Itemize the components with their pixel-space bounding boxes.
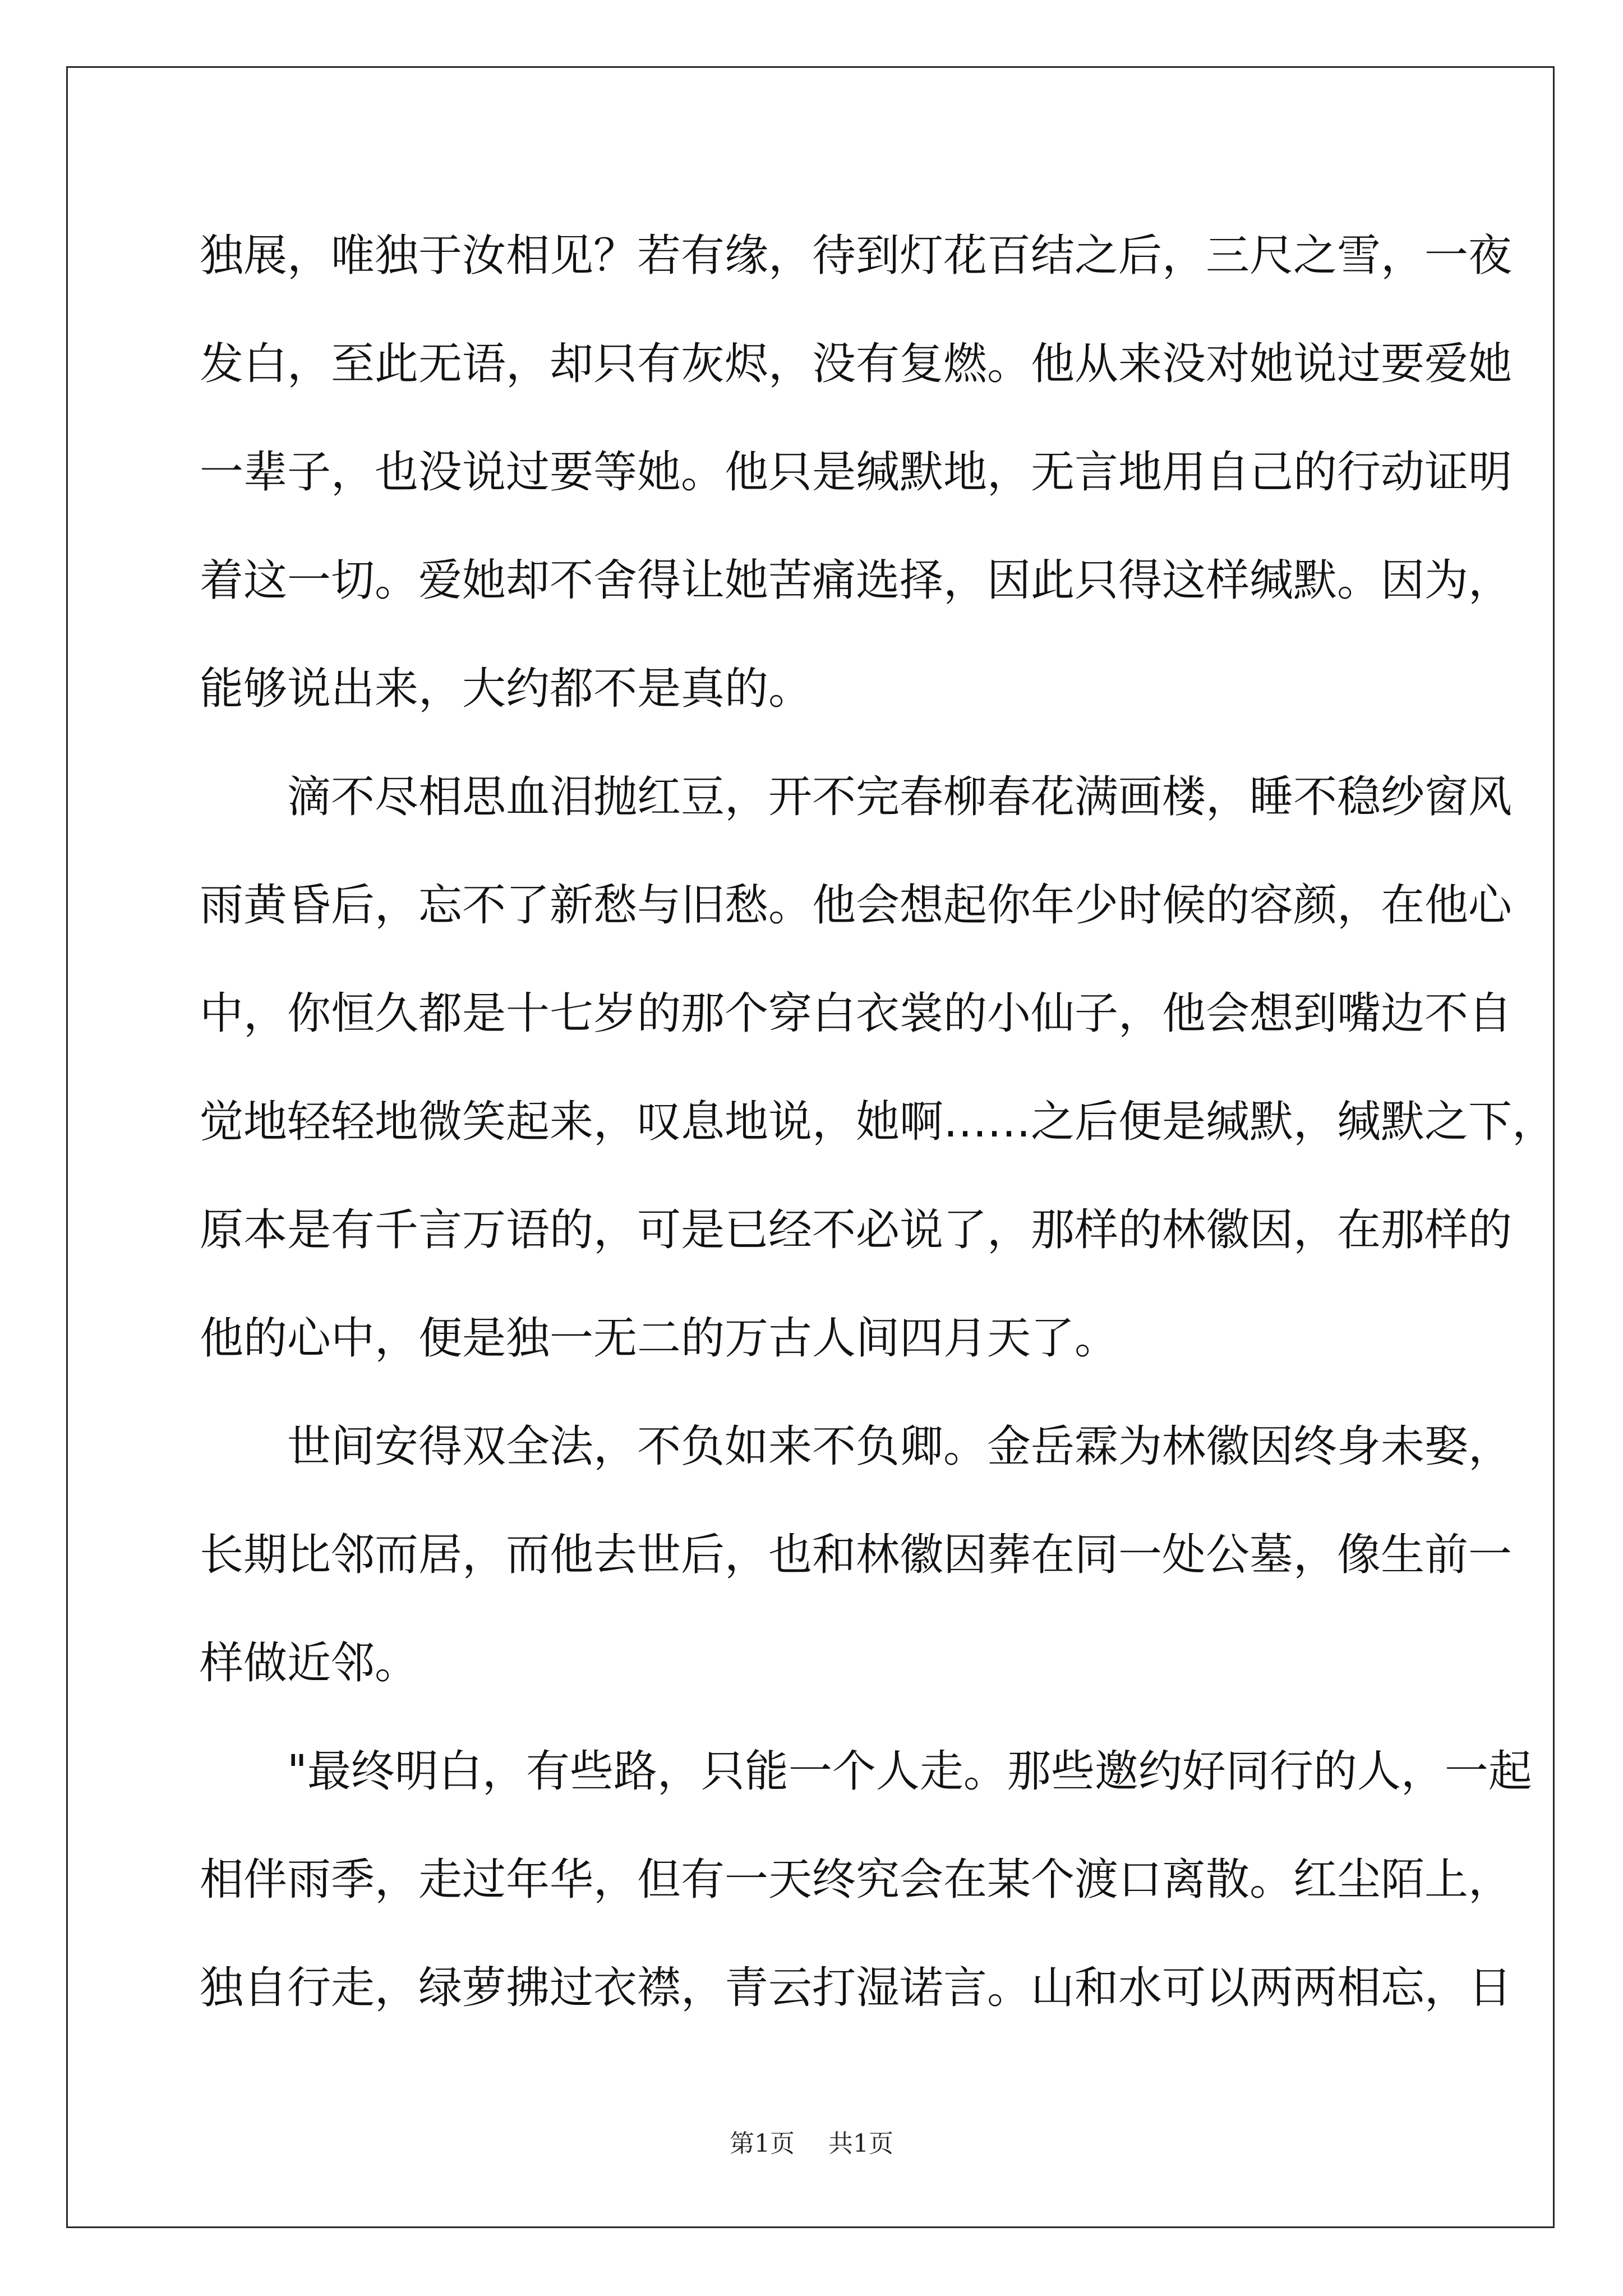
text-line: 样做近邻。: [200, 1638, 419, 1688]
text-line: 发白，至此无语，却只有灰烬，没有复燃。他从来没对她说过要爱她: [200, 339, 1513, 389]
page-footer: [0, 2123, 1623, 2159]
text-line: 滴不尽相思血泪抛红豆，开不完春柳春花满画楼，睡不稳纱窗风: [200, 772, 1513, 822]
text-line: 他的心中，便是独一无二的万古人间四月天了。: [200, 1313, 1119, 1364]
text-line: 雨黄昏后，忘不了新愁与旧愁。他会想起你年少时候的容颜，在他心: [200, 880, 1513, 931]
text-line: 世间安得双全法，不负如来不负卿。金岳霖为林徽因终身未娶，: [200, 1421, 1513, 1472]
paragraph: [200, 1393, 1513, 1718]
text-line: 能够说出来，大约都不是真的。: [200, 664, 813, 714]
text-line: 一辈子，也没说过要等她。他只是缄默地，无言地用自己的行动证明: [200, 447, 1513, 498]
paragraph: [200, 743, 1556, 1393]
text-line: 独展，唯独于汝相见？若有缘，待到灯花百结之后，三尺之雪，一夜: [200, 231, 1513, 281]
text-line: 觉地轻轻地微笑起来，叹息地说，她啊……之后便是缄默，缄默之下，: [200, 1097, 1556, 1147]
text-line: 独自行走，绿萝拂过衣襟，青云打湿诺言。山和水可以两两相忘，日: [200, 1963, 1513, 2013]
text-line: 中，你恒久都是十七岁的那个穿白衣裳的小仙子，他会想到嘴边不自: [200, 988, 1513, 1039]
text-line: 相伴雨季，走过年华，但有一天终究会在某个渡口离散。红尘陌上，: [200, 1855, 1513, 1905]
text-line: 长期比邻而居，而他去世后，也和林徽因葬在同一处公墓，像生前一: [200, 1530, 1513, 1580]
paragraph: [200, 202, 1513, 743]
text-line: 原本是有千言万语的，可是已经不必说了，那样的林徽因，在那样的: [200, 1205, 1513, 1255]
document-body: [200, 202, 1556, 2042]
paragraph: [200, 1718, 1532, 2042]
page-number-total: 共1页: [828, 2129, 893, 2158]
text-line: "最终明白，有些路，只能一个人走。那些邀约好同行的人，一起: [200, 1746, 1532, 1797]
page-number-current: 第1页: [730, 2129, 795, 2158]
text-line: 着这一切。爱她却不舍得让她苦痛选择，因此只得这样缄默。因为，: [200, 555, 1513, 606]
